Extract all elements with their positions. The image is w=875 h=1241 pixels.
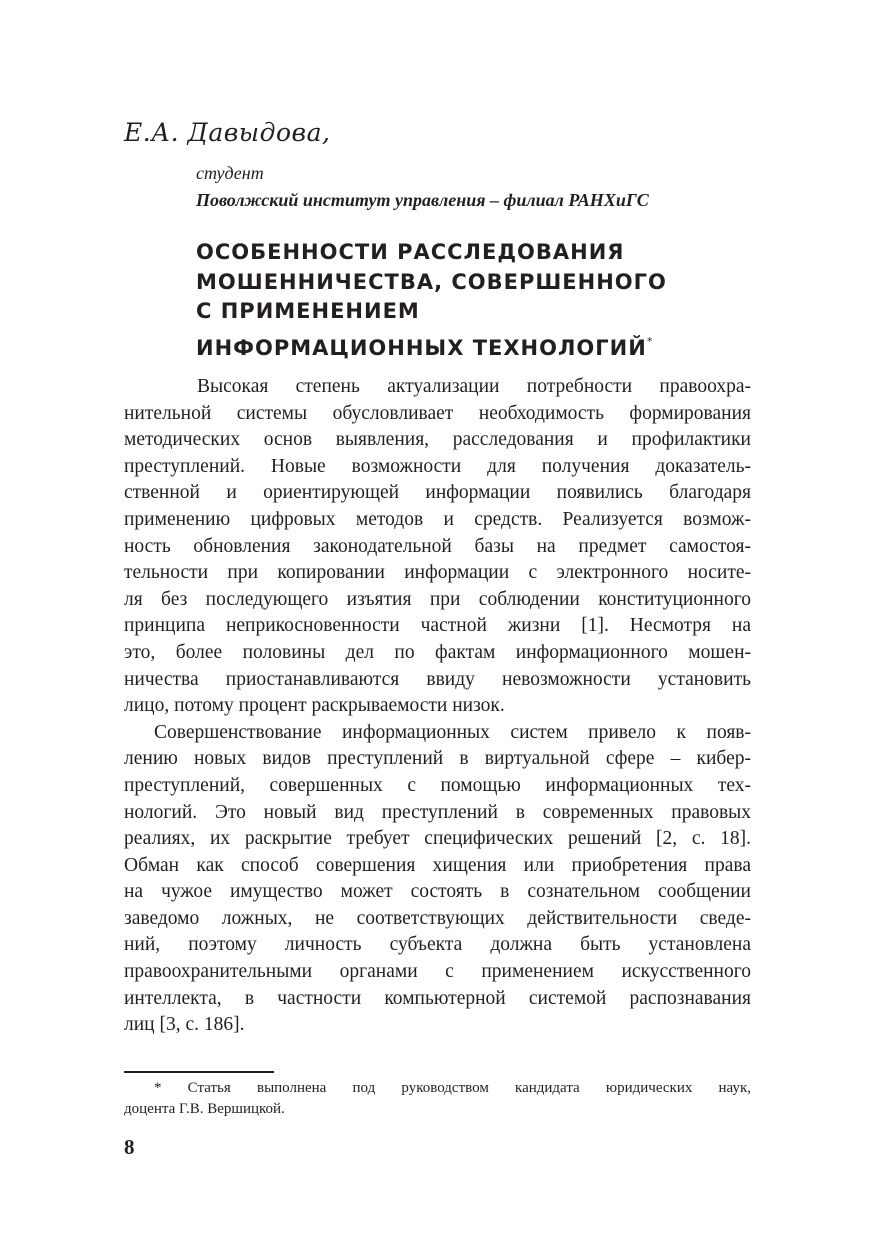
author-affiliation: Поволжский институт управления – филиал РАНХиГС	[196, 190, 649, 210]
footnote-line: доцента Г.В. Вершицкой.	[124, 1101, 285, 1117]
text-line: принципа неприкосновенности частной жизни [1]. Несмотря на	[124, 615, 751, 637]
title-line	[196, 327, 756, 364]
footnote	[124, 1078, 751, 1120]
text-line: Обман как способ совершения хищения или приобретения права	[124, 854, 751, 876]
text-line: лиц [3, с. 186].	[124, 1014, 245, 1036]
title-line: С ПРИМЕНЕНИЕМ	[196, 299, 420, 323]
text-line: заведомо ложных, не соответствующих действительности сведе-	[124, 907, 751, 929]
footnote-divider	[124, 1071, 274, 1073]
title-line: ОСОБЕННОСТИ РАССЛЕДОВАНИЯ	[196, 240, 625, 264]
text-line: ственной и ориентирующей информации появились благодаря	[124, 482, 751, 504]
paragraph-2	[124, 720, 751, 1039]
text-line: лицо, потому процент раскрываемости низок.	[124, 695, 505, 717]
text-line: преступлений, совершенных с помощью информационных тех-	[124, 774, 751, 796]
text-line: правоохранительными органами с применением искусственного	[124, 961, 751, 983]
footnote-line: * Статья выполнена под руководством кандидата юридических наук,	[154, 1080, 751, 1096]
text-line: реалиях, их раскрытие требует специфических решений [2, с. 18].	[124, 828, 751, 850]
text-line: ний, поэтому личность субъекта должна быть установлена	[124, 934, 751, 956]
text-line: Высокая степень актуализации потребности правоохра-	[197, 376, 751, 397]
text-line: это, более половины дел по фактам информационного мошен-	[124, 641, 751, 663]
author-role: студент	[196, 163, 264, 183]
text-line: Совершенствование информационных систем привело к появ-	[154, 721, 751, 743]
text-line: преступлений. Новые возможности для получения доказатель-	[124, 455, 751, 477]
article-title	[196, 238, 756, 363]
page-number: 8	[124, 1135, 135, 1159]
text-line: методических основ выявления, расследования и профилактики	[124, 429, 751, 451]
text-line: ля без последующего изъятия при соблюдении конституционного	[124, 588, 751, 610]
text-line: лению новых видов преступлений в виртуальной сфере – кибер-	[124, 748, 751, 770]
author-name: Е.А. Давыдова,	[124, 118, 331, 147]
title-line: МОШЕННИЧЕСТВА, СОВЕРШЕННОГО	[196, 269, 667, 294]
text-line: на чужое имущество может состоять в сознательном сообщении	[124, 881, 751, 903]
text-line: тельности при копировании информации с электронного носите-	[124, 562, 751, 584]
paragraph-1	[124, 374, 751, 720]
text-line: ничества приостанавливаются ввиду невозможности установить	[124, 668, 751, 690]
text-line: нительной системы обусловливает необходимость формирования	[124, 402, 751, 424]
title-line-text: ИНФОРМАЦИОННЫХ ТЕХНОЛОГИЙ	[196, 335, 647, 360]
text-line: применению цифровых методов и средств. Реализуется возмож-	[124, 508, 751, 530]
article-body	[124, 374, 751, 1039]
title-footnote-mark: *	[646, 334, 653, 348]
text-line: ность обновления законодательной базы на предмет самостоя-	[124, 535, 751, 557]
text-line: интеллекта, в частности компьютерной системой распознавания	[124, 987, 751, 1009]
text-line: нологий. Это новый вид преступлений в современных правовых	[124, 801, 751, 823]
